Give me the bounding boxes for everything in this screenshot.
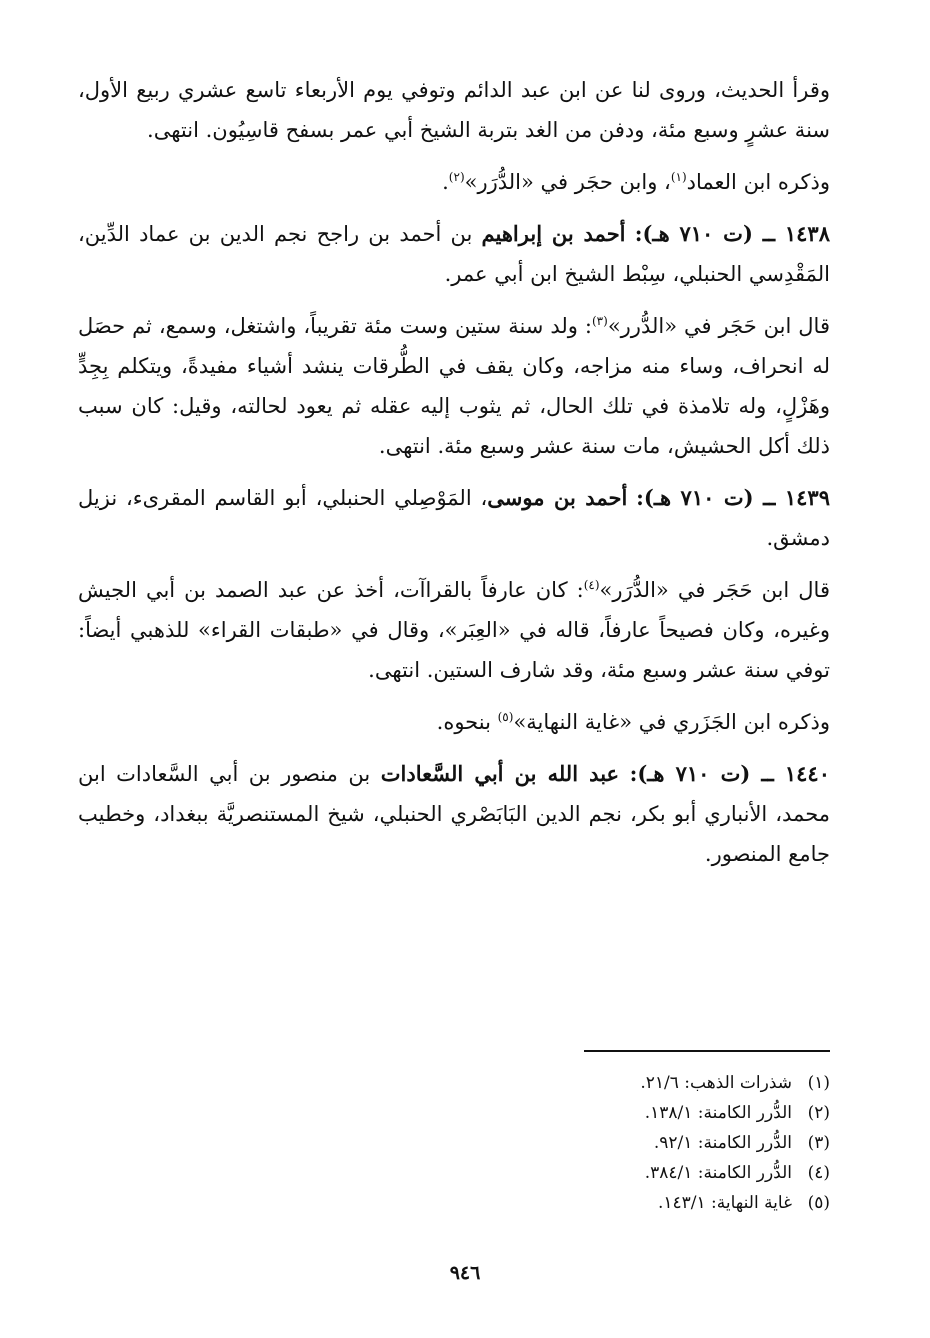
quote-paragraph (78, 570, 830, 690)
entry-number: ١٤٣٩ ــ (ت ٧١٠ هـ): (636, 485, 830, 510)
footnote-number: (٥) (807, 1193, 830, 1213)
paragraph-mentions (78, 162, 830, 202)
footnote-number: (٤) (807, 1163, 830, 1183)
footnote-text: الدُّرر الكامنة: ١٣٨/١. (644, 1103, 792, 1123)
paragraph-text: : ولد سنة ستين وست مئة تقريباً، واشتغل، وسمع، ثم حصَل له انحراف، وساء منه مزاجه، وكان يقف في الطُّرقات ينشد أشياء مفيدةً، ويتكلم بِجِدٍّ وهَزْلٍ، وله تلامذة في تلك الحال، ثم يثوب إليه عقله ثم يعود لحالته، وقيل: كان سبب ذلك أكل الحشيش، مات سنة عشر وسبع مئة. انتهى. (78, 314, 830, 458)
footnote-item (430, 1098, 830, 1128)
footnote-divider (584, 1050, 830, 1052)
entry-1439 (78, 478, 830, 558)
footnote-text: شذرات الذهب: ٢١/٦. (640, 1073, 792, 1093)
paragraph-text: قال ابن حَجَر في «الدُّرر» (607, 314, 830, 338)
paragraph-text: وذكره ابن الجَزَري في «غاية النهاية» (513, 710, 830, 734)
entry-name: أحمد بن إبراهيم (481, 221, 626, 246)
footnote-number: (١) (807, 1073, 830, 1093)
page-body (78, 70, 830, 886)
footnote-item (430, 1188, 830, 1218)
paragraph-text: ، وابن حجَر في «الدُّرَر» (464, 170, 671, 194)
footnote-number: (٣) (807, 1133, 830, 1153)
entry-1440 (78, 754, 830, 874)
footnote-number: (٢) (807, 1103, 830, 1123)
paragraph-text: قال ابن حَجَر في «الدُّرَر» (599, 578, 830, 602)
footnote-ref[interactable]: (٢) (448, 170, 465, 184)
entry-text: بن منصور بن أبي السَّعادات ابن محمد، الأنباري أبو بكر، نجم الدين البَابَصْري الحنبلي، شيخ المستنصريَّة ببغداد، وخطيب جامع المنصور. (78, 762, 830, 866)
paragraph-text: : كان عارفاً بالقراآت، أخذ عن عبد الصمد بن أبي الجيش وغيره، وكان فصيحاً عارفاً، قاله في «العِبَر»، وقال في «طبقات القراء» للذهبي أيضاً: توفي سنة عشر وسبع مئة، وقد شارف الستين. انتهى. (78, 578, 830, 682)
footnote-ref[interactable]: (٤) (583, 578, 600, 592)
paragraph-text: وذكره ابن العماد (686, 170, 830, 194)
paragraph-text: . (442, 170, 449, 194)
footnote-text: الدُّرر الكامنة: ٩٢/١. (653, 1133, 792, 1153)
paragraph-text: بنحوه. (436, 710, 498, 734)
page-number: ٩٤٦ (449, 1262, 481, 1284)
footnote-item (430, 1128, 830, 1158)
footnotes (430, 1068, 830, 1218)
paragraph-mentions (78, 702, 830, 742)
entry-number: ١٤٤٠ ــ (ت ٧١٠ هـ): (629, 761, 830, 786)
entry-name: أحمد بن موسى (487, 485, 628, 510)
quote-paragraph (78, 306, 830, 466)
paragraph-text: وقرأ الحديث، وروى لنا عن ابن عبد الدائم وتوفي يوم الأربعاء تاسع عشري ربيع الأول، سنة عشرٍ وسبع مئة، ودفن من الغد بتربة الشيخ أبي عمر بسفح قاسِيُون. انتهى. (78, 78, 830, 142)
paragraph-continuation (78, 70, 830, 150)
footnote-ref[interactable]: (٥) (497, 710, 514, 724)
entry-text: ، المَوْصِلي الحنبلي، أبو القاسم المقرىء، نزيل دمشق. (78, 486, 830, 550)
footnote-text: الدُّرر الكامنة: ٣٨٤/١. (644, 1163, 792, 1183)
footnote-item (430, 1158, 830, 1188)
footnote-text: غاية النهاية: ١٤٣/١. (657, 1193, 792, 1213)
entry-1438 (78, 214, 830, 294)
footnote-ref[interactable]: (٣) (591, 314, 608, 328)
entry-name: عبد الله بن أبي السَّعادات (380, 761, 620, 786)
footnote-item (430, 1068, 830, 1098)
footnote-ref[interactable]: (١) (670, 170, 687, 184)
entry-number: ١٤٣٨ ــ (ت ٧١٠ هـ): (634, 221, 830, 246)
entry-text: بن أحمد بن راجح نجم الدين بن عماد الدِّين، المَقْدِسي الحنبلي، سِبْط الشيخ ابن أبي عمر. (78, 222, 830, 286)
